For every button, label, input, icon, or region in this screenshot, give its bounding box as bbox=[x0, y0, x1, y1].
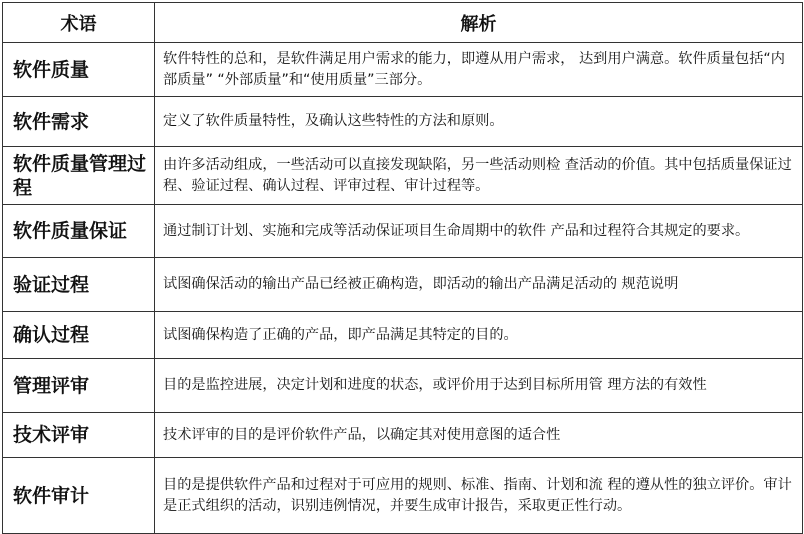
term-cell: 管理评审 bbox=[3, 359, 155, 413]
term-column-header: 术语 bbox=[3, 3, 155, 43]
definition-cell: 试图确保活动的输出产品已经被正确构造，即活动的输出产品满足活动的 规范说明 bbox=[155, 258, 803, 312]
term-cell: 软件质量保证 bbox=[3, 205, 155, 258]
definition-cell: 目的是提供软件产品和过程对于可应用的规则、标准、指南、计划和流 程的遵从性的独立评价。审计是正式组织的活动，识别违例情况，并要生成审计报告，采取更正性行动。 bbox=[155, 458, 803, 534]
term-cell: 软件质量管理过程 bbox=[3, 147, 155, 205]
glossary-table bbox=[2, 2, 803, 534]
term-cell: 验证过程 bbox=[3, 258, 155, 312]
term-cell: 技术评审 bbox=[3, 413, 155, 458]
table-row bbox=[3, 205, 803, 258]
table-row bbox=[3, 97, 803, 147]
definition-cell: 试图确保构造了正确的产品，即产品满足其特定的目的。 bbox=[155, 312, 803, 359]
table-row bbox=[3, 359, 803, 413]
definition-cell: 目的是监控进展，决定计划和进度的状态，或评价用于达到目标所用管 理方法的有效性 bbox=[155, 359, 803, 413]
definition-cell: 由许多活动组成，一些活动可以直接发现缺陷，另一些活动则检 查活动的价值。其中包括质量保证过程、验证过程、确认过程、评审过程、审计过程等。 bbox=[155, 147, 803, 205]
term-cell: 软件审计 bbox=[3, 458, 155, 534]
table-row bbox=[3, 312, 803, 359]
definition-column-header: 解析 bbox=[155, 3, 803, 43]
term-cell: 软件质量 bbox=[3, 43, 155, 97]
definition-cell: 技术评审的目的是评价软件产品，以确定其对使用意图的适合性 bbox=[155, 413, 803, 458]
header-row bbox=[3, 3, 803, 43]
table-row bbox=[3, 458, 803, 534]
definition-cell: 定义了软件质量特性，及确认这些特性的方法和原则。 bbox=[155, 97, 803, 147]
table-row bbox=[3, 413, 803, 458]
term-cell: 确认过程 bbox=[3, 312, 155, 359]
table-row bbox=[3, 43, 803, 97]
term-cell: 软件需求 bbox=[3, 97, 155, 147]
definition-cell: 通过制订计划、实施和完成等活动保证项目生命周期中的软件 产品和过程符合其规定的要求。 bbox=[155, 205, 803, 258]
table-row bbox=[3, 258, 803, 312]
definition-cell: 软件特性的总和，是软件满足用户需求的能力，即遵从用户需求， 达到用户满意。软件质量包括“内部质量” “外部质量”和“使用质量”三部分。 bbox=[155, 43, 803, 97]
table-row bbox=[3, 147, 803, 205]
